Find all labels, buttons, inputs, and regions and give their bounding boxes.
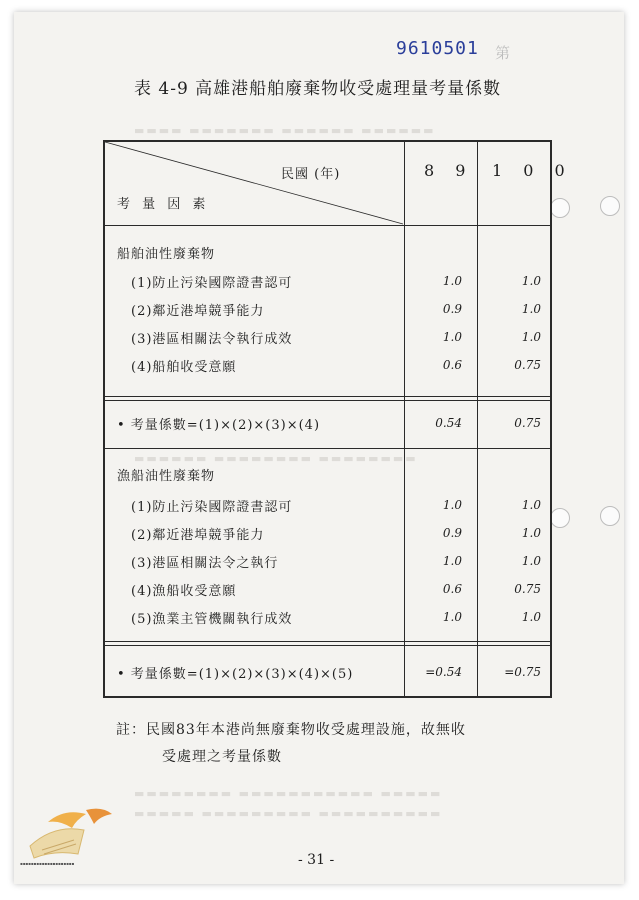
binder-hole — [600, 196, 620, 216]
bleed-through-text: ▬▬▬▬▬ ▬▬▬▬▬▬▬▬▬ ▬▬▬▬▬▬▬▬▬▬ — [134, 807, 443, 820]
header-factor-label: 考 量 因 素 — [117, 197, 210, 212]
bleed-through-text: ▬▬▬▬▬▬▬▬ ▬▬▬▬▬▬▬▬▬▬▬ ▬▬▬▬▬ — [134, 787, 443, 800]
factor-label: (5)漁業主管機關執行成效 — [131, 612, 293, 627]
document-stamp: 9610501 — [396, 38, 479, 59]
footnote-line: 受處理之考量係數 — [162, 749, 282, 765]
value-89: 0.6 — [442, 358, 462, 372]
value-100: 1.0 — [521, 554, 541, 568]
total-89: 0.54 — [435, 416, 462, 430]
binder-hole — [600, 506, 620, 526]
value-100: 1.0 — [521, 302, 541, 316]
table-footnote — [116, 717, 566, 771]
value-100: 1.0 — [521, 274, 541, 288]
value-89: 1.0 — [442, 554, 462, 568]
header-year-label: 民國 (年) — [281, 167, 341, 182]
value-89: 1.0 — [442, 498, 462, 512]
row-divider — [105, 641, 550, 646]
factor-label: (4)漁船收受意願 — [131, 584, 237, 599]
table-title: 表 4-9 高雄港船舶廢棄物收受處理量考量係數 — [134, 79, 502, 99]
value-89: 0.9 — [442, 302, 462, 316]
value-89: 0.9 — [442, 526, 462, 540]
section-heading: 船舶油性廢棄物 — [117, 247, 216, 262]
value-100: 1.0 — [521, 526, 541, 540]
value-89: 0.6 — [442, 582, 462, 596]
value-100: 1.0 — [521, 610, 541, 624]
formula-label: • 考量係數=(1)×(2)×(3)×(4) — [117, 418, 321, 433]
value-100: 0.75 — [514, 358, 541, 372]
binder-hole — [550, 508, 570, 528]
logo-caption-icon: ▪▪▪▪▪▪▪▪▪▪▪▪▪▪▪▪▪▪▪▪ — [20, 861, 75, 866]
value-89: 1.0 — [442, 330, 462, 344]
header-diagonal — [105, 142, 404, 225]
factor-label: (3)港區相關法令之執行 — [131, 556, 279, 571]
bleed-through-text: ▬▬▬▬▬▬ ▬▬▬▬▬▬▬▬ ▬▬▬▬▬▬▬▬ — [134, 452, 418, 465]
value-89: 1.0 — [442, 610, 462, 624]
total-100: 0.75 — [514, 416, 541, 430]
factor-label: (2)鄰近港埠競爭能力 — [131, 304, 265, 319]
row-divider — [105, 225, 550, 226]
total-100: =0.75 — [504, 665, 541, 679]
header-year-100: 1 0 0 — [492, 161, 573, 180]
factor-label: (1)防止污染國際證書認可 — [131, 500, 293, 515]
value-100: 1.0 — [521, 330, 541, 344]
binder-hole — [550, 198, 570, 218]
section-heading: 漁船油性廢棄物 — [117, 469, 216, 484]
value-100: 0.75 — [514, 582, 541, 596]
coefficient-table — [103, 140, 573, 698]
header-year-89: 8 9 — [424, 161, 474, 180]
footnote-line: 註：民國83年本港尚無廢棄物收受處理設施，故無收 — [116, 722, 466, 738]
bleed-through-heading: 第 — [495, 44, 511, 62]
library-logo-icon — [24, 806, 116, 866]
page-number: - 31 - — [298, 852, 335, 868]
row-divider — [105, 448, 550, 449]
factor-label: (3)港區相關法令執行成效 — [131, 332, 293, 347]
row-divider — [105, 396, 550, 401]
value-100: 1.0 — [521, 498, 541, 512]
factor-label: (2)鄰近港埠競爭能力 — [131, 528, 265, 543]
factor-label: (1)防止污染國際證書認可 — [131, 276, 293, 291]
value-89: 1.0 — [442, 274, 462, 288]
factor-label: (4)船舶收受意願 — [131, 360, 237, 375]
total-89: =0.54 — [425, 665, 462, 679]
formula-label: • 考量係數=(1)×(2)×(3)×(4)×(5) — [117, 667, 354, 682]
bleed-through-text: ▬▬▬▬ ▬▬▬▬▬▬▬ ▬▬▬▬▬▬ ▬▬▬▬▬▬ — [134, 124, 436, 137]
